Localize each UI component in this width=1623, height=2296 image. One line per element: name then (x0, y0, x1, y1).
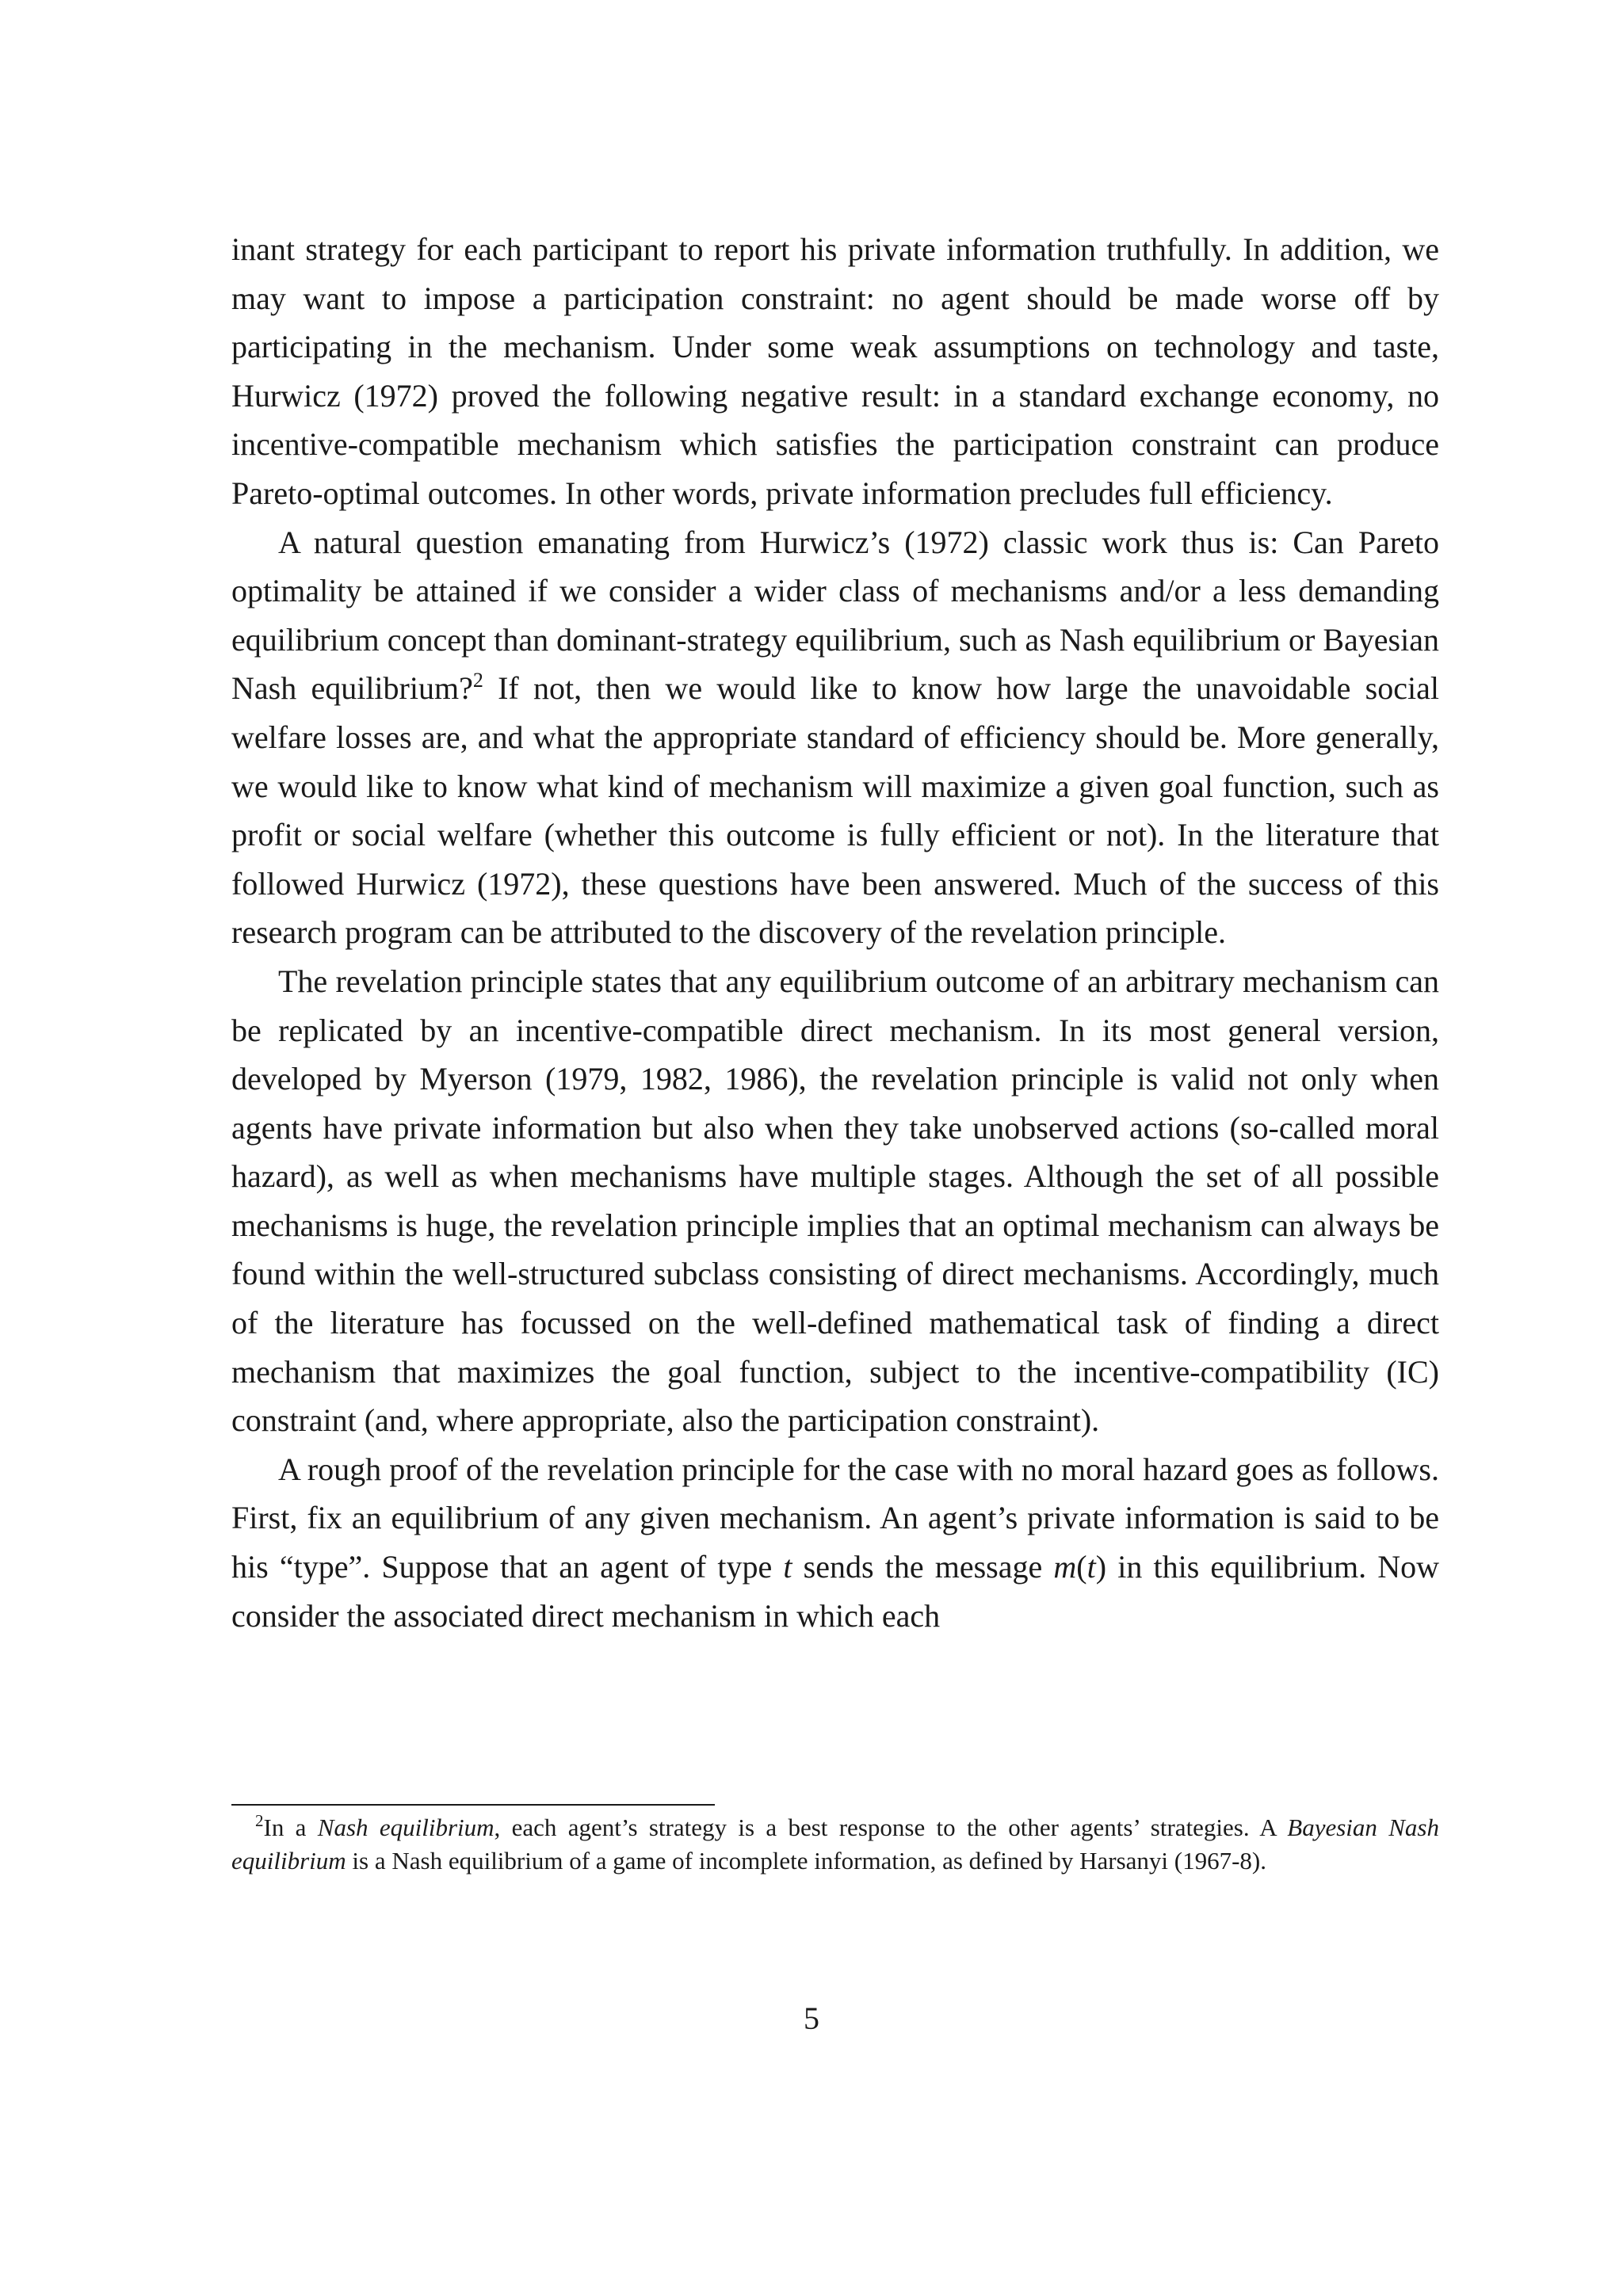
math-paren-close: ) (1095, 1549, 1107, 1585)
paragraph-2 (231, 518, 1439, 957)
footnote-reference[interactable]: 2 (472, 669, 483, 692)
page-number: 5 (804, 2000, 819, 2036)
paragraph-4-text-b: sends the message (792, 1549, 1054, 1585)
footnote-divider (231, 1804, 715, 1806)
footnote-text-3: is a Nash equilibrium of a game of incomplete information, as defined by Harsanyi (1967-8). (346, 1847, 1266, 1875)
footnote-mark: 2 (255, 1811, 264, 1830)
paragraph-4-text-c: in this equilibrium. Now consider the associated direct mechanism in which each (231, 1549, 1439, 1634)
paragraph-1: inant strategy for each participant to report his private information truthfully. In addition, we may want to impose a participation constraint: no agent should be made worse off by participating in the mechanism. Under some weak assumptions on technology and taste, Hurwicz (1972) proved the following negative result: in a standard exchange economy, no incentive-compatible mechanism which satisfies the participation constraint can produce Pareto-optimal outcomes. In other words, private information precludes full efficiency. (231, 231, 1439, 511)
math-paren-open: ( (1076, 1549, 1087, 1585)
footnote-term-nash: Nash equilibrium (317, 1814, 495, 1841)
footnote-section (231, 1811, 1439, 1878)
main-text (231, 225, 1439, 1640)
paragraph-4-text-a: A rough proof of the revelation principle for the case with no moral hazard goes as follows. First, fix an equilibrium of any given mechanism. An agent’s private information is said to be his “type”. Suppose that an agent of type (231, 1451, 1439, 1585)
footnote-term-bayesian-nash: Bayesian Nash equilibrium (231, 1814, 1439, 1875)
footnote-text-1: In a (263, 1814, 318, 1841)
paragraph-3: The revelation principle states that any equilibrium outcome of an arbitrary mechanism can be replicated by an incentive-compatible direct mechanism. In its most general version, developed by Myerson (1979, 1982, 1986), the revelation principle is valid not only when agents have private information but also when they take unobserved actions (so-called moral hazard), as well as when mechanisms have multiple stages. Although the set of all possible mechanisms is huge, the revelation principle implies that an optimal mechanism can always be found within the well-structured subclass consisting of direct mechanisms. Accordingly, much of the literature has focussed on the well-defined mathematical task of finding a direct mechanism that maximizes the goal function, subject to the incentive-compatibility (IC) constraint (and, where appropriate, also the participation constraint). (231, 963, 1439, 1439)
paragraph-2-text-before: A natural question emanating from Hurwicz’s (1972) classic work thus is: Can Pareto optimality be attained if we consider a wider class of mechanisms and/or a less demanding equilibrium concept than dominant-strategy equilibrium, such as Nash equilibrium or Bayesian Nash equilibrium? (231, 524, 1439, 707)
math-function-m: m (1053, 1549, 1077, 1585)
footnote-text-2: , each agent’s strategy is a best response to the other agents’ strategies. A (494, 1814, 1288, 1841)
paragraph-2-text-after: If not, then we would like to know how large the unavoidable social welfare losses are, and what the appropriate standard of efficiency should be. More generally, we would like to know what kind of mechanism will maximize a given goal function, such as profit or social welfare (whether this outcome is fully efficient or not). In the literature that followed Hurwicz (1972), these questions have been answered. Much of the success of this research program can be attributed to the discovery of the revelation principle. (231, 670, 1439, 951)
math-variable-t-argument: t (1086, 1549, 1096, 1585)
paragraph-4 (231, 1445, 1439, 1640)
math-variable-t: t (783, 1549, 792, 1585)
footnote-2 (231, 1811, 1439, 1878)
page-body (231, 225, 1439, 1640)
